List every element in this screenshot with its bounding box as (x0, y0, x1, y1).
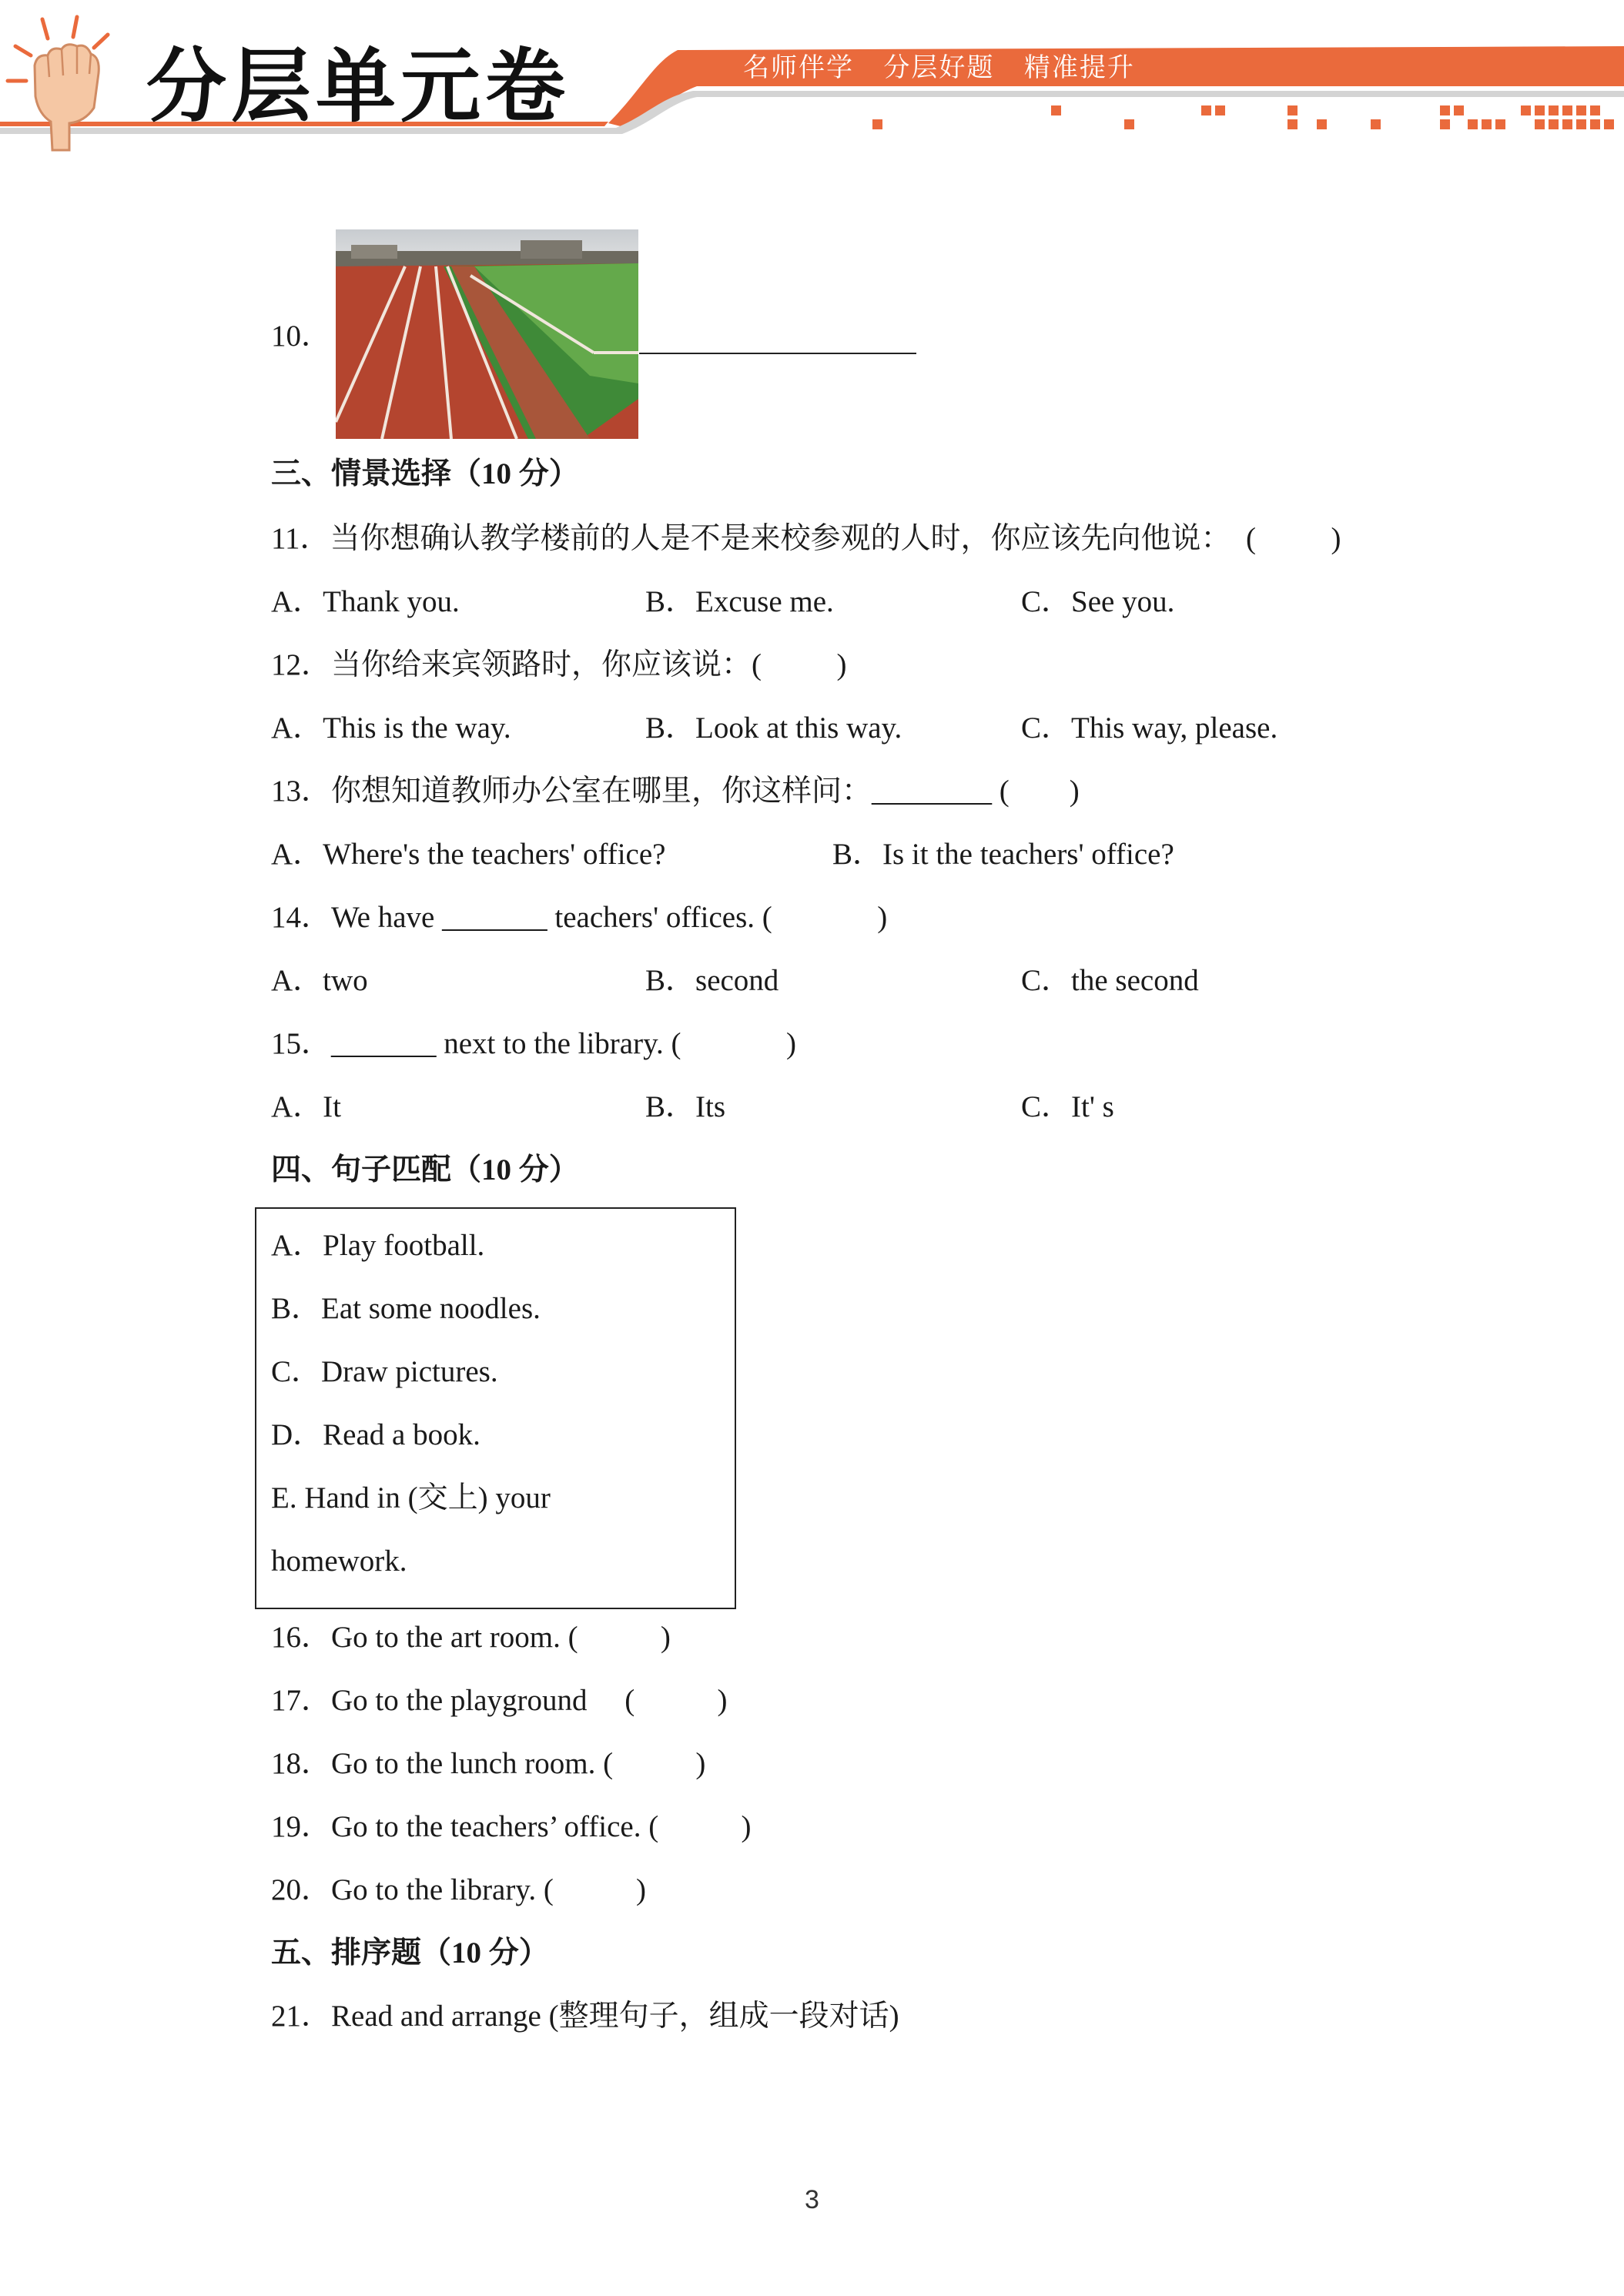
running-track-photo (336, 229, 638, 439)
match-option-c: C．Draw pictures. (271, 1355, 498, 1388)
question-19: 19．Go to the teachers’ office. ( ) (271, 1810, 752, 1843)
question-13-stem: 13．你想知道教师办公室在哪里，你这样问：________ ( ) (271, 775, 1080, 808)
header-slogan: 名师伴学 分层好题 精准提升 (743, 52, 1135, 83)
section-5-heading: 五、排序题（10 分） (271, 1936, 549, 1970)
page-header (0, 0, 1624, 154)
question-13-option-a[interactable]: A．Where's the teachers' office? (271, 838, 666, 871)
question-13-option-b[interactable]: B．Is it the teachers' office? (832, 838, 1174, 871)
match-option-a: A．Play football. (271, 1229, 485, 1262)
question-12-option-a[interactable]: A．This is the way. (271, 711, 511, 745)
question-16: 16．Go to the art room. ( ) (271, 1621, 671, 1654)
brand-title: 分层单元卷 (146, 39, 571, 133)
match-option-d: D．Read a book. (271, 1418, 481, 1451)
page-number: 3 (805, 2185, 819, 2214)
match-option-e: E. Hand in (交上) your (271, 1481, 551, 1514)
question-18: 18．Go to the lunch room. ( ) (271, 1747, 706, 1780)
question-14-option-c[interactable]: C．the second (1021, 964, 1199, 997)
question-11-option-c[interactable]: C．See you. (1021, 585, 1175, 618)
question-15-option-b[interactable]: B．Its (645, 1090, 726, 1123)
match-option-b: B．Eat some noodles. (271, 1292, 541, 1325)
question-14-option-a[interactable]: A．two (271, 964, 368, 997)
question-12-stem: 12．当你给来宾领路时，你应该说：( ) (271, 648, 847, 681)
question-11-option-a[interactable]: A．Thank you. (271, 585, 460, 618)
question-10-number: 10． (271, 320, 332, 353)
question-21: 21．Read and arrange (整理句子，组成一段对话) (271, 2000, 899, 2033)
question-11-option-b[interactable]: B．Excuse me. (645, 585, 834, 618)
fist-logo-icon (0, 0, 131, 154)
question-12-option-b[interactable]: B．Look at this way. (645, 711, 902, 745)
question-15-stem: 15．_______ next to the library. ( ) (271, 1027, 797, 1060)
question-10-answer-blank[interactable] (639, 326, 916, 354)
question-14-stem: 14．We have _______ teachers' offices. ( ) (271, 901, 888, 934)
question-11-stem: 11．当你想确认教学楼前的人是不是来校参观的人时，你应该先向他说： ( ) (271, 522, 1341, 555)
match-option-e-continued: homework. (271, 1545, 407, 1578)
question-20: 20．Go to the library. ( ) (271, 1873, 647, 1906)
section-3-heading: 三、情景选择（10 分） (271, 457, 579, 490)
question-17: 17．Go to the playground ( ) (271, 1684, 728, 1717)
section-4-heading: 四、句子匹配（10 分） (271, 1153, 579, 1186)
question-15-option-a[interactable]: A．It (271, 1090, 341, 1123)
question-14-option-b[interactable]: B．second (645, 964, 779, 997)
question-15-option-c[interactable]: C．It' s (1021, 1090, 1114, 1123)
question-12-option-c[interactable]: C．This way, please. (1021, 711, 1278, 745)
